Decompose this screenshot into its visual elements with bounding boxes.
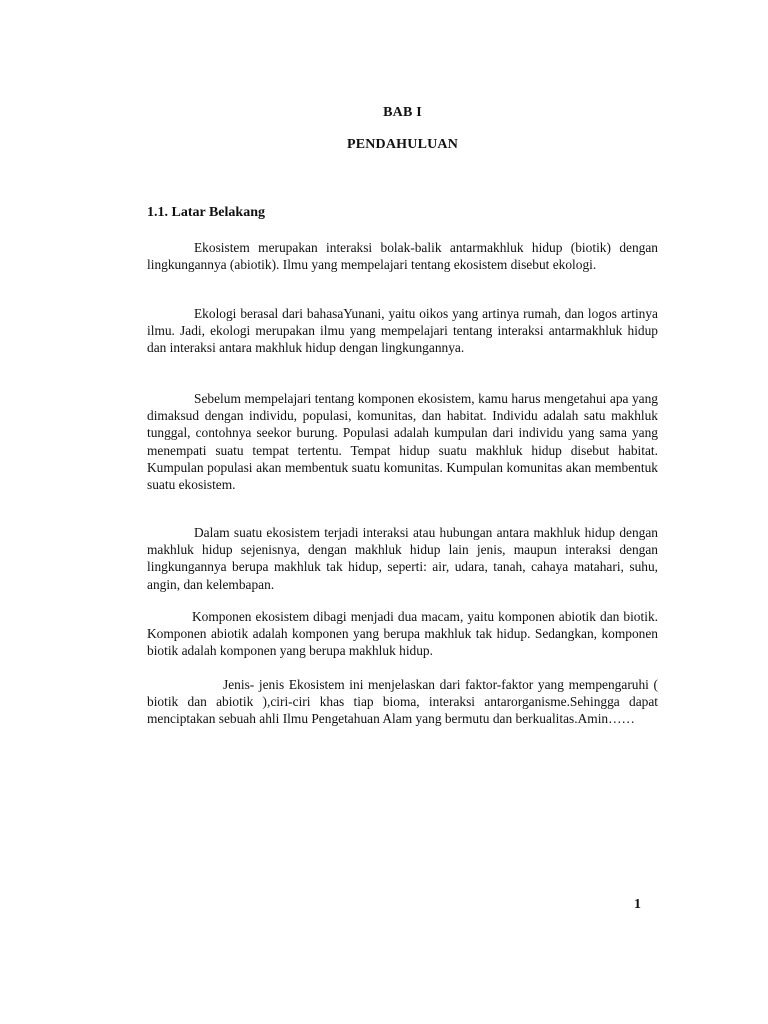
section-heading: 1.1. Latar Belakang	[147, 205, 265, 220]
chapter-title: PENDAHULUAN	[346, 137, 459, 152]
paragraph-interaksi: Dalam suatu ekosistem terjadi interaksi atau hubungan antara makhluk hidup dengan makhluk hidup sejenisnya, dengan makhluk hidup lain jenis, maupun interaksi dengan lingkungannya berupa makhluk tak hidup, seperti: air, udara, tanah, cahaya matahari, suhu, angin, dan kelembapan.	[147, 525, 658, 592]
paragraph-jenis-ekosistem: Jenis- jenis Ekosistem ini menjelaskan dari faktor-faktor yang mempengaruhi ( biotik dan abiotik ),ciri-ciri khas tiap bioma, interaksi antarorganisme.Sehingga dapat menciptakan sebuah ahli Ilmu Pengetahuan Alam yang bermutu dan berkualitas.Amin……	[147, 677, 658, 727]
paragraph-ekologi-origin: Ekologi berasal dari bahasaYunani, yaitu oikos yang artinya rumah, dan logos artinya ilmu. Jadi, ekologi merupakan ilmu yang mempelajari tentang interaksi antarmakhluk hidup dan interaksi antara makhluk hidup dengan lingkungannya.	[147, 306, 658, 356]
page-number: 1	[634, 897, 641, 912]
paragraph-komponen: Komponen ekosistem dibagi menjadi dua macam, yaitu komponen abiotik dan biotik. Komponen abiotik adalah komponen yang berupa makhluk tak hidup. Sedangkan, komponen biotik adalah komponen yang berupa makhluk hidup.	[147, 609, 658, 659]
chapter-label: BAB I	[383, 105, 422, 120]
paragraph-individu-populasi: Sebelum mempelajari tentang komponen ekosistem, kamu harus mengetahui apa yang dimaksud dengan individu, populasi, komunitas, dan habitat. Individu adalah satu makhluk tunggal, contohnya seekor burung. Populasi adalah kumpulan dari individu yang sama yang menempati suatu tempat tertentu. Tempat hidup suatu makhluk hidup disebut habitat. Kumpulan populasi akan membentuk suatu komunitas. Kumpulan komunitas akan membentuk suatu ekosistem.	[147, 391, 658, 493]
paragraph-ekosistem-definition: Ekosistem merupakan interaksi bolak-balik antarmakhluk hidup (biotik) dengan lingkungannya (abiotik). Ilmu yang mempelajari tentang ekosistem disebut ekologi.	[147, 240, 658, 273]
